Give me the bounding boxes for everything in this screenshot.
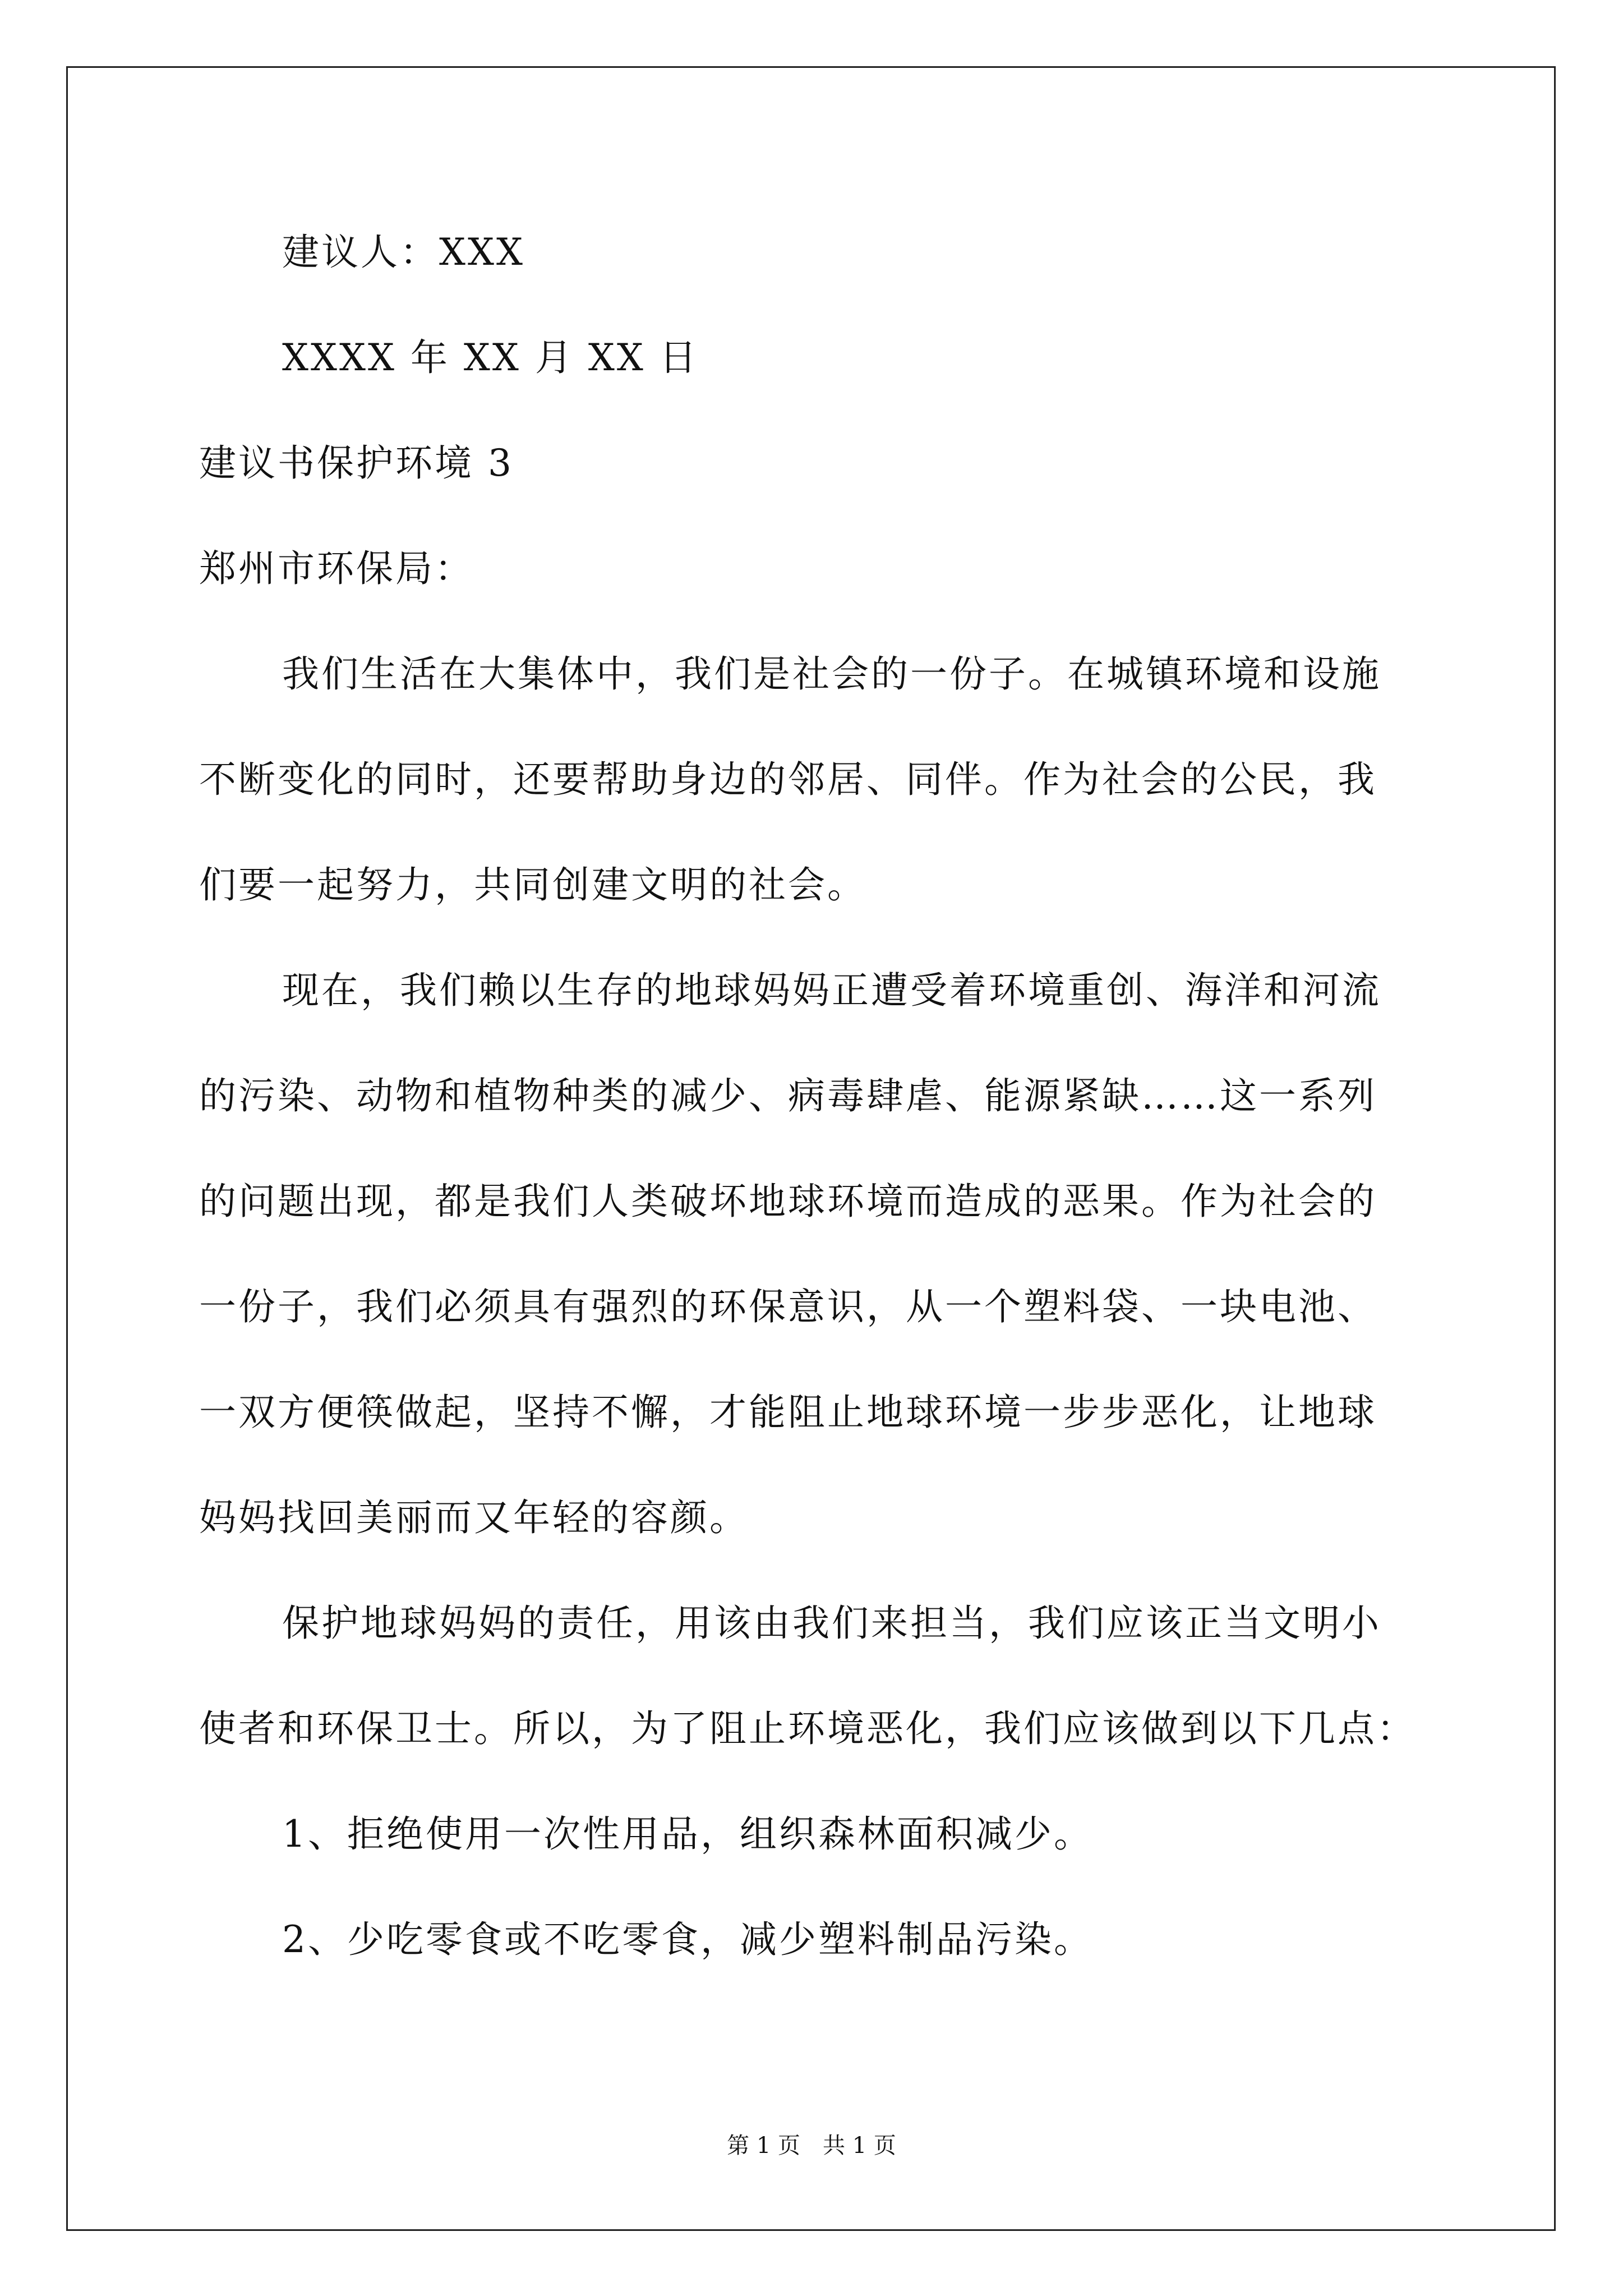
paragraph-line: 的问题出现，都是我们人类破坏地球环境而造成的恶果。作为社会的: [199, 1180, 1377, 1223]
proposer-line: 建议人：XXX: [282, 231, 525, 274]
date-line: XXXX 年 XX 月 XX 日: [282, 336, 699, 379]
recipient-line: 郑州市环保局：: [199, 547, 474, 590]
list-item: 2、少吃零食或不吃零食，减少塑料制品污染。: [282, 1918, 1093, 1961]
paragraph-line: 一份子，我们必须具有强烈的环保意识，从一个塑料袋、一块电池、: [199, 1285, 1377, 1328]
paragraph-line: 妈妈找回美丽而又年轻的容颜。: [199, 1496, 749, 1539]
paragraph-line: 现在，我们赖以生存的地球妈妈正遭受着环境重创、海洋和河流: [282, 969, 1381, 1012]
document-title: 建议书保护环境 3: [199, 441, 514, 485]
paragraph-line: 使者和环保卫士。所以，为了阻止环境恶化，我们应该做到以下几点：: [199, 1707, 1416, 1750]
page-footer: 第 1 页 共 1 页: [727, 2133, 896, 2159]
paragraph-line: 的污染、动物和植物种类的减少、病毒肆虐、能源紧缺……这一系列: [199, 1074, 1377, 1117]
paragraph-line: 一双方便筷做起，坚持不懈，才能阻止地球环境一步步恶化，让地球: [199, 1391, 1377, 1434]
paragraph-line: 不断变化的同时，还要帮助身边的邻居、同伴。作为社会的公民，我: [199, 758, 1377, 801]
page-border: [66, 66, 1556, 2231]
list-item: 1、拒绝使用一次性用品，组织森林面积减少。: [282, 1812, 1093, 1856]
paragraph-line: 们要一起努力，共同创建文明的社会。: [199, 863, 866, 907]
paragraph-line: 保护地球妈妈的责任，用该由我们来担当，我们应该正当文明小: [282, 1602, 1381, 1645]
paragraph-line: 我们生活在大集体中，我们是社会的一份子。在城镇环境和设施: [282, 652, 1381, 696]
